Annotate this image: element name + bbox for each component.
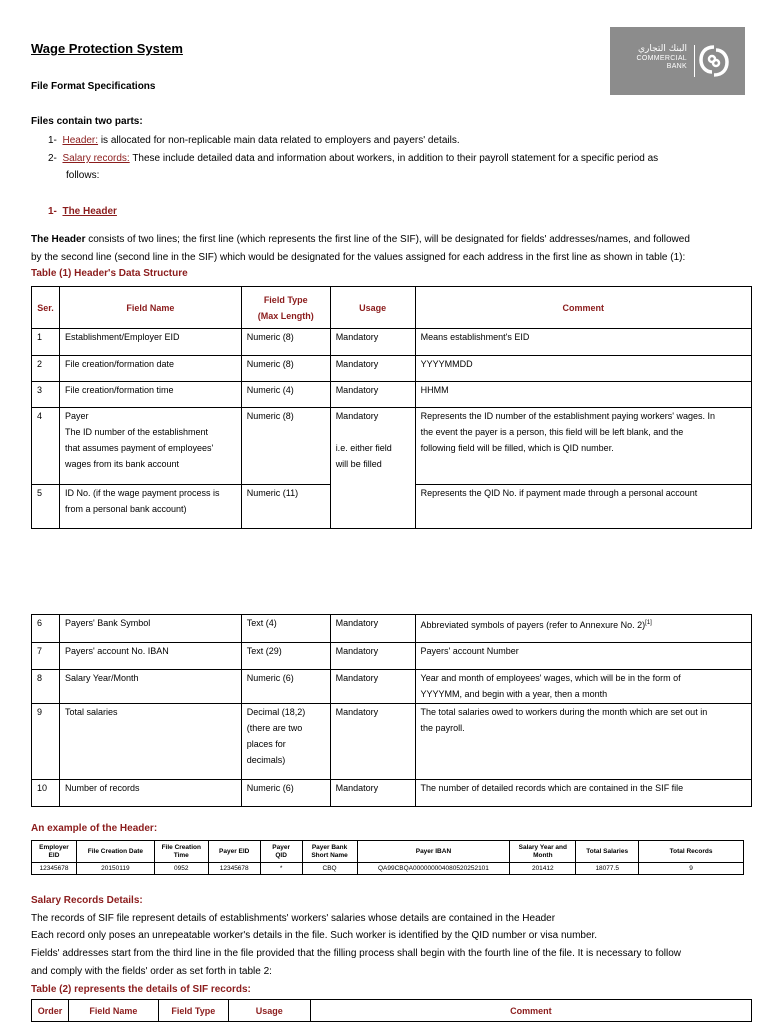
header-description: The Header consists of two lines; the first line (which represents the first line of the SIF), will be designated for fields' addresses/names, and followed by the second line (second line in the SIF) which would be designated for the values assigned for each address in the first line as shown in table (1): <box>31 234 690 263</box>
row-field-name: Payer The ID number of the establishment that assumes payment of employees' wages from its bank account <box>59 408 241 485</box>
table-row <box>32 615 752 643</box>
row-field-type: Text (4) <box>241 615 330 643</box>
row-ser: 6 <box>32 615 60 643</box>
row-ser: 3 <box>32 382 60 408</box>
row-ser: 2 <box>32 356 60 382</box>
header-structure-table <box>31 286 752 529</box>
table-row <box>32 408 752 485</box>
salary-line-2: Each record only poses an unrepeatable worker's details in the file. Such worker is identified by the QID number or visa number. <box>31 930 598 941</box>
page-subtitle: File Format Specifications <box>31 81 156 92</box>
row-ser: 8 <box>32 670 60 704</box>
row-usage: Mandatory <box>330 643 415 670</box>
col-comment: Comment <box>310 1000 751 1022</box>
row-usage: Mandatory <box>330 670 415 704</box>
example-value: 12345678 <box>208 863 260 875</box>
example-value: QA99CBQA000000004080520252101 <box>357 863 510 875</box>
table-header-row <box>32 1000 752 1022</box>
example-value: 9 <box>639 863 744 875</box>
row-field-type: Numeric (6) <box>241 670 330 704</box>
row-field-name: File creation/formation time <box>59 382 241 408</box>
salary-line-1: The records of SIF file represent details of establishments' workers' salaries whose details are contained in the Header <box>31 913 556 924</box>
row-field-type: Numeric (6) <box>241 780 330 807</box>
row-comment: Abbreviated symbols of payers (refer to Annexure No. 2)[1] <box>415 615 751 643</box>
row-comment: The number of detailed records which are contained in the SIF file <box>415 780 751 807</box>
example-value: 12345678 <box>32 863 77 875</box>
col-usage: Usage <box>228 1000 310 1022</box>
col-comment: Comment <box>415 287 751 329</box>
row-ser: 5 <box>32 485 60 529</box>
table-header-row <box>32 287 752 329</box>
row-comment: Payers' account Number <box>415 643 751 670</box>
row-usage: Mandatory <box>330 329 415 356</box>
table-row <box>32 704 752 780</box>
row-ser: 7 <box>32 643 60 670</box>
example-header-table <box>31 840 744 875</box>
row-comment: Means establishment's EID <box>415 329 751 356</box>
row-field-name: Establishment/Employer EID <box>59 329 241 356</box>
row-ser: 10 <box>32 780 60 807</box>
row-field-type: Numeric (11) <box>241 485 330 529</box>
example-value: CBQ <box>302 863 357 875</box>
page-title: Wage Protection System <box>31 41 183 56</box>
row-ser: 9 <box>32 704 60 780</box>
row-field-name: ID No. (if the wage payment process is from a personal bank account) <box>59 485 241 529</box>
row-usage: Mandatory i.e. either field will be filled <box>330 408 415 529</box>
row-field-type: Numeric (8) <box>241 408 330 485</box>
table2-caption: Table (2) represents the details of SIF records: <box>31 984 251 995</box>
col-field-name: Field Name <box>59 287 241 329</box>
example-value: 18077.5 <box>576 863 639 875</box>
example-col-header: Payer QID <box>260 841 302 863</box>
bank-emblem-icon <box>697 43 731 79</box>
table-row <box>32 780 752 807</box>
table-row <box>32 670 752 704</box>
example-col-header: Total Salaries <box>576 841 639 863</box>
header-structure-table-continued <box>31 614 752 807</box>
row-comment: HHMM <box>415 382 751 408</box>
row-comment: The total salaries owed to workers during the month which are set out in the payroll. <box>415 704 751 780</box>
row-field-name: Salary Year/Month <box>59 670 241 704</box>
col-field-type: Field Type (Max Length) <box>241 287 330 329</box>
intro-item-salary: 2- Salary records: These include detailed data and information about workers, in addition to their payroll statement for a specific period as <box>48 153 659 164</box>
example-value: 201412 <box>510 863 576 875</box>
intro-item-salary-cont: follows: <box>66 170 100 181</box>
intro-item-header: 1- Header: is allocated for non-replicable main data related to employers and payers' details. <box>48 135 460 146</box>
row-comment: Year and month of employees' wages, which will be in the form of YYYYMM, and begin with a year, then a month <box>415 670 751 704</box>
row-field-name: Payers' account No. IBAN <box>59 643 241 670</box>
row-field-type: Numeric (8) <box>241 329 330 356</box>
col-field-name: Field Name <box>68 1000 158 1022</box>
col-field-type: Field Type <box>158 1000 228 1022</box>
row-comment: Represents the ID number of the establishment paying workers' wages. In the event the payer is a person, this field will be left blank, and the following field will be filled, which is QID number. <box>415 408 751 485</box>
col-usage: Usage <box>330 287 415 329</box>
row-ser: 1 <box>32 329 60 356</box>
example-col-header: Payer EID <box>208 841 260 863</box>
section-heading-header: 1- The Header <box>48 206 117 217</box>
example-col-header: File Creation Date <box>76 841 154 863</box>
example-caption: An example of the Header: <box>31 823 158 834</box>
row-usage: Mandatory <box>330 780 415 807</box>
row-usage: Mandatory <box>330 356 415 382</box>
salary-line-4: and comply with the fields' order as set forth in table 2: <box>31 966 272 977</box>
example-col-header: File Creation Time <box>154 841 208 863</box>
row-ser: 4 <box>32 408 60 485</box>
row-field-type: Numeric (8) <box>241 356 330 382</box>
salary-heading: Salary Records Details: <box>31 895 143 906</box>
sif-records-table <box>31 999 752 1022</box>
col-order: Order <box>32 1000 69 1022</box>
table-row <box>32 356 752 382</box>
row-usage: Mandatory <box>330 704 415 780</box>
table-row <box>32 643 752 670</box>
row-usage: Mandatory <box>330 615 415 643</box>
example-col-header: Salary Year and Month <box>510 841 576 863</box>
row-field-name: File creation/formation date <box>59 356 241 382</box>
row-field-type: Text (29) <box>241 643 330 670</box>
row-field-name: Payers' Bank Symbol <box>59 615 241 643</box>
row-field-type: Decimal (18,2) (there are two places for decimals) <box>241 704 330 780</box>
table-row <box>32 382 752 408</box>
example-value: 20150119 <box>76 863 154 875</box>
row-field-type: Numeric (4) <box>241 382 330 408</box>
example-value: * <box>260 863 302 875</box>
row-comment: Represents the QID No. if payment made through a personal account <box>415 485 751 529</box>
example-col-header: Employer EID <box>32 841 77 863</box>
example-col-header: Payer Bank Short Name <box>302 841 357 863</box>
salary-line-3: Fields' addresses start from the third line in the file provided that the filling process shall begin with the fourth line of the file. It is necessary to follow <box>31 948 682 959</box>
example-value: 0952 <box>154 863 208 875</box>
salary-records-term: Salary records: <box>62 153 130 164</box>
table-row <box>32 329 752 356</box>
intro-lead: Files contain two parts: <box>31 116 143 127</box>
logo-english-text: COMMERCIAL BANK <box>636 55 687 70</box>
row-comment: YYYYMMDD <box>415 356 751 382</box>
table1-caption: Table (1) Header's Data Structure <box>31 268 188 279</box>
logo-arabic-text: البنك التجاري <box>637 44 687 54</box>
row-usage: Mandatory <box>330 382 415 408</box>
example-col-header: Total Records <box>639 841 744 863</box>
col-ser: Ser. <box>32 287 60 329</box>
example-col-header: Payer IBAN <box>357 841 510 863</box>
row-field-name: Number of records <box>59 780 241 807</box>
commercial-bank-logo <box>610 27 745 95</box>
row-field-name: Total salaries <box>59 704 241 780</box>
header-term: Header: <box>62 135 99 146</box>
